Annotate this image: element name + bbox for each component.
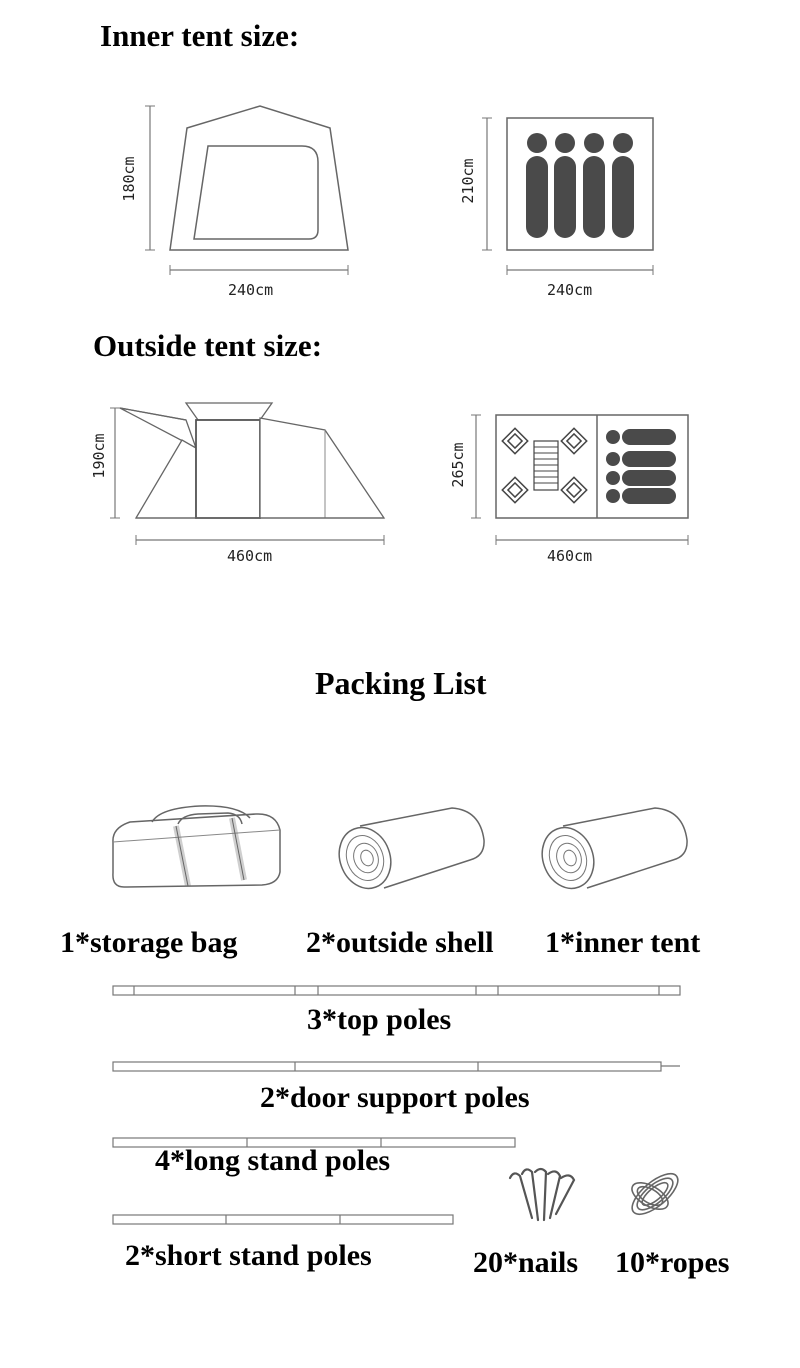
short-stand-poles-label: 2*short stand poles	[125, 1239, 372, 1272]
storage-bag-label: 1*storage bag	[60, 926, 238, 959]
outside-side-width-label: 460cm	[227, 547, 273, 565]
packing-list-title: Packing List	[315, 665, 487, 701]
outside-top-width-label: 460cm	[547, 547, 593, 565]
inner-tent-label: 1*inner tent	[545, 926, 701, 959]
inner-side-width-label: 240cm	[228, 281, 274, 299]
ropes-label: 10*ropes	[615, 1246, 730, 1279]
inner-side-height-label: 180cm	[120, 156, 138, 202]
long-stand-poles-label: 4*long stand poles	[155, 1144, 391, 1177]
outside-top-depth-label: 265cm	[449, 442, 467, 488]
inner-top-depth-label: 210cm	[459, 158, 477, 204]
top-poles-label: 3*top poles	[307, 1003, 452, 1036]
outside-shell-label: 2*outside shell	[306, 926, 494, 959]
outside-side-height-label: 190cm	[90, 433, 108, 479]
inner-tent-size-title: Inner tent size:	[100, 18, 300, 53]
door-support-poles-label: 2*door support poles	[260, 1081, 530, 1114]
inner-top-width-label: 240cm	[547, 281, 593, 299]
nails-label: 20*nails	[473, 1246, 579, 1279]
outside-tent-size-title: Outside tent size:	[93, 328, 323, 363]
